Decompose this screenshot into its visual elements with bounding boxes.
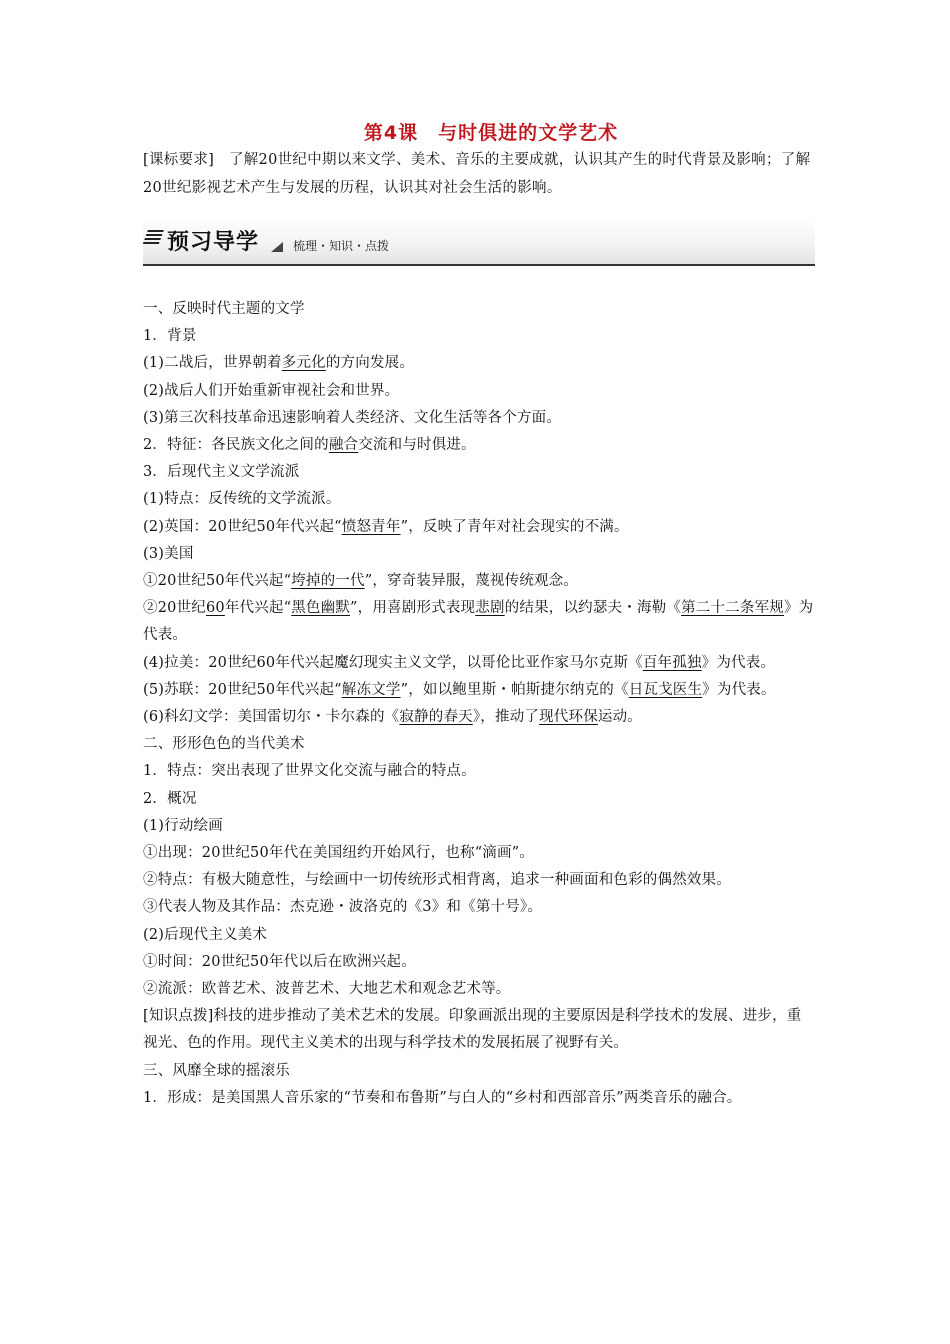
content-line (143, 976, 815, 1003)
text-run: (1)行动绘画 (143, 817, 223, 834)
underlined-answer: 寂静的春天 (399, 709, 473, 726)
text-run: ”，如以鲍里斯・帕斯捷尔纳克的《 (400, 681, 629, 698)
underlined-answer: 融合 (328, 437, 359, 454)
text-run: 二、形形色色的当代美术 (143, 736, 305, 753)
text-run: 3．后现代主义文学流派 (143, 464, 300, 481)
text-run: 的方向发展。 (325, 355, 415, 372)
text-run: (1)特点：反传统的文学流派。 (143, 491, 341, 508)
content-line (143, 378, 815, 405)
text-run: 1．特点：突出表现了世界文化交流与融合的特点。 (143, 763, 476, 780)
text-run: ③代表人物及其作品：杰克逊・波洛克的《3》和《第十号》。 (143, 899, 543, 916)
text-run: (3)第三次科技革命迅速影响着人类经济、文化生活等各个方面。 (143, 409, 562, 426)
underlined-answer: 多元化 (281, 355, 326, 372)
content-body (143, 296, 815, 1112)
underlined-answer: 悲剧 (475, 600, 505, 617)
text-run: 》为代表。 (701, 654, 776, 671)
content-line (143, 840, 815, 867)
content-line (143, 1003, 815, 1057)
requirement-label: [课标要求] (143, 152, 215, 168)
text-run: (6)科幻文学：美国雷切尔・卡尔森的《 (143, 709, 400, 726)
lesson-title: 第4课 与时俱进的文学艺术 (363, 122, 619, 144)
content-line (143, 486, 815, 513)
content-line (143, 867, 815, 894)
text-run: 一、反映时代主题的文学 (143, 301, 305, 317)
underlined-answer: 垮掉的一代 (291, 573, 365, 590)
text-run: 年代兴起“ (224, 600, 292, 617)
content-line (143, 949, 815, 976)
text-run: (1)二战后，世界朝着 (143, 355, 282, 372)
wedge-icon (271, 242, 283, 252)
text-run: ”，反映了青年对社会现实的不满。 (400, 518, 629, 535)
content-line (143, 894, 815, 921)
text-run: 的结果，以约瑟夫・海勒《 (504, 600, 682, 617)
content-line (143, 650, 815, 677)
text-run: [知识点拨]科技的进步推动了美术艺术的发展。印象画派出现的主要原因是科学技术的发展、进步，重视光、色的作用。现代主义美术的出现与科学技术的发展拓展了视野有关。 (143, 1008, 802, 1052)
requirement-text: 了解20世纪中期以来文学、美术、音乐的主要成就，认识其产生的时代背景及影响；了解20世纪影视艺术产生与发展的历程，认识其对社会生活的影响。 (143, 152, 811, 196)
banner-title: 预习导学 (167, 230, 260, 255)
text-run: (2)战后人们开始重新审视社会和世界。 (143, 382, 400, 399)
text-run: 》，推动了 (472, 709, 540, 726)
text-run: 2．概况 (143, 790, 197, 807)
text-run: 》为代表。 (143, 600, 814, 644)
content-line (143, 541, 815, 568)
content-line (143, 677, 815, 704)
content-line (143, 731, 815, 758)
text-run: (5)苏联：20世纪50年代兴起“ (143, 681, 342, 698)
text-run: 交流和与时俱进。 (358, 437, 476, 454)
content-line (143, 758, 815, 785)
text-run: ”，用喜剧形式表现 (350, 600, 476, 617)
text-run: (2)英国：20世纪50年代兴起“ (143, 518, 342, 535)
text-run: (4)拉美：20世纪60年代兴起魔幻现实主义文学，以哥伦比亚作家马尔克斯《 (143, 654, 643, 671)
underlined-answer: 黑色幽默 (291, 600, 351, 617)
underlined-answer: 解冻文学 (341, 681, 401, 698)
text-run: 三、风靡全球的摇滚乐 (143, 1062, 290, 1079)
underlined-answer: 60 (205, 600, 225, 617)
content-line (143, 323, 815, 350)
underlined-answer: 百年孤独 (642, 654, 702, 671)
content-line (143, 459, 815, 486)
underlined-answer: 第二十二条军规 (681, 600, 784, 617)
underlined-answer: 愤怒青年 (341, 518, 401, 535)
content-line (143, 296, 815, 323)
text-run: ②流派：欧普艺术、波普艺术、大地艺术和观念艺术等。 (143, 981, 511, 998)
underlined-answer: 日瓦戈医生 (628, 681, 703, 698)
text-run: 》为代表。 (702, 681, 776, 698)
content-line (143, 405, 815, 432)
section-banner (143, 218, 815, 266)
text-run: ”，穿奇装异服，蔑视传统观念。 (364, 573, 579, 590)
text-run: ①时间：20世纪50年代以后在欧洲兴起。 (143, 953, 416, 970)
text-run: 1．形成：是美国黑人音乐家的“节奏和布鲁斯”与白人的“乡村和西部音乐”两类音乐的融合。 (143, 1089, 742, 1106)
content-line (143, 514, 815, 541)
content-line (143, 1058, 815, 1085)
document-page (143, 118, 815, 1112)
text-run: ①出现：20世纪50年代在美国纽约开始风行，也称“滴画”。 (143, 845, 535, 862)
banner-subtitle: 梳理・知识・点拨 (293, 239, 390, 253)
text-run: ①20世纪50年代兴起“ (143, 573, 292, 590)
content-line (143, 568, 815, 595)
underlined-answer: 现代环保 (539, 709, 598, 726)
text-run: ②20世纪 (143, 600, 206, 617)
content-line (143, 922, 815, 949)
text-run: ②特点：有极大随意性，与绘画中一切传统形式相背离，追求一种画面和色彩的偶然效果。 (143, 872, 731, 889)
content-line (143, 1085, 815, 1112)
text-run: (3)美国 (143, 545, 194, 562)
content-line (143, 704, 815, 731)
text-run: 2．特征：各民族文化之间的 (143, 437, 329, 454)
text-run: 运动。 (597, 709, 643, 726)
content-line (143, 350, 815, 377)
text-run: 1．背景 (143, 328, 197, 345)
content-line (143, 813, 815, 840)
curriculum-requirement (143, 146, 815, 202)
content-line (143, 786, 815, 813)
stripes-icon (142, 230, 164, 246)
content-line (143, 595, 815, 649)
text-run: (2)后现代主义美术 (143, 926, 268, 943)
content-line (143, 432, 815, 459)
